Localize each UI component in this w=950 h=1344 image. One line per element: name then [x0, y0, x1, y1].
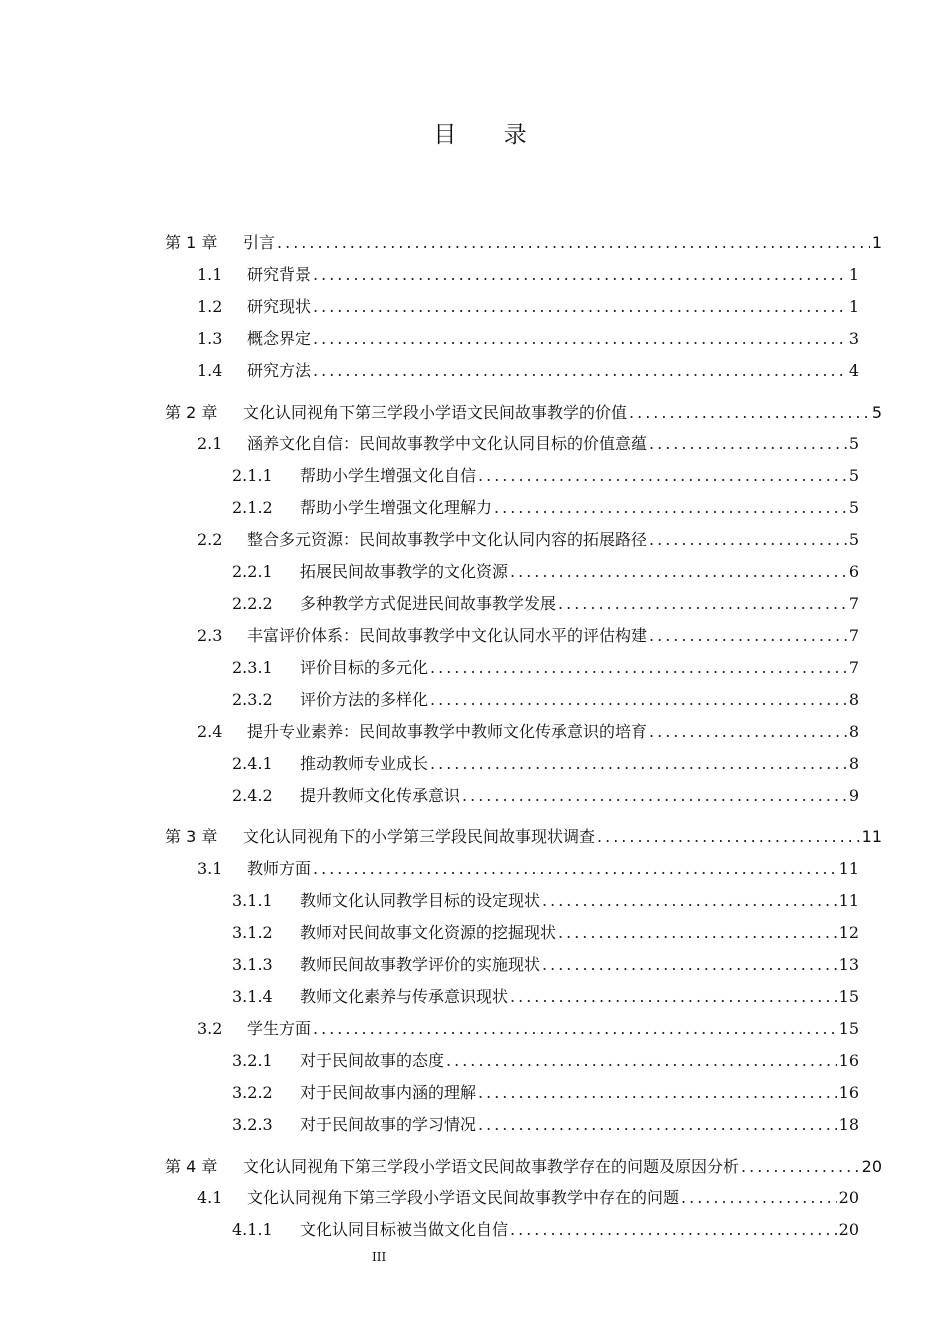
toc-entry-number: 2.3.1 — [232, 658, 273, 677]
toc-entry-page: 13 — [838, 955, 859, 974]
toc-entry-title: 文化认同视角下第三学段小学语文民间故事教学存在的问题及原因分析 — [243, 1157, 740, 1176]
toc-entry-title: 研究背景 — [247, 265, 312, 284]
toc-entry-title: 帮助小学生增强文化自信 — [300, 466, 477, 485]
toc-entry-page: 1 — [871, 233, 882, 252]
toc-entry-title: 学生方面 — [247, 1019, 312, 1038]
toc-entry-number: 2.3 — [197, 626, 223, 645]
toc-dot-leader — [558, 923, 837, 942]
toc-entry-page: 3 — [848, 329, 859, 348]
toc-entry-title: 涵养文化自信：民间故事教学中文化认同目标的价值意蕴 — [247, 434, 648, 453]
toc-entry[interactable] — [232, 952, 859, 976]
toc-entry[interactable] — [197, 326, 859, 350]
toc-dot-leader — [681, 1188, 837, 1207]
toc-entry-title: 概念界定 — [247, 329, 312, 348]
toc-dot-leader — [494, 498, 847, 517]
toc-entry-title: 对于民间故事内涵的理解 — [300, 1083, 477, 1102]
toc-entry-page: 5 — [848, 530, 859, 549]
toc-entry-page: 8 — [848, 754, 859, 773]
toc-entry[interactable] — [232, 559, 859, 583]
toc-entry-number: 2.4.1 — [232, 754, 273, 773]
toc-entry-title: 整合多元资源：民间故事教学中文化认同内容的拓展路径 — [247, 530, 648, 549]
toc-entry-number: 2.4 — [197, 722, 223, 741]
toc-entry-title: 教师对民间故事文化资源的挖掘现状 — [300, 923, 557, 942]
toc-entry-title: 评价方法的多样化 — [300, 690, 429, 709]
toc-entry-number: 3.2 — [197, 1019, 223, 1038]
toc-entry-page: 16 — [838, 1051, 859, 1070]
toc-entry-number: 2.1 — [197, 434, 223, 453]
toc-dot-leader — [313, 1019, 837, 1038]
toc-entry-number: 2.1.1 — [232, 466, 273, 485]
toc-dot-leader — [558, 594, 847, 613]
toc-entry[interactable] — [197, 1185, 859, 1209]
toc-dot-leader — [313, 265, 847, 284]
toc-entry[interactable] — [197, 527, 859, 551]
toc-entry-page: 5 — [848, 466, 859, 485]
toc-entry-title: 对于民间故事的学习情况 — [300, 1115, 477, 1134]
toc-entry-page: 15 — [838, 987, 859, 1006]
toc-entry-number: 4.1.1 — [232, 1220, 273, 1239]
toc-entry-page: 20 — [838, 1188, 859, 1207]
toc-entry-title: 文化认同视角下的小学第三学段民间故事现状调查 — [243, 827, 596, 846]
toc-entry-number: 3.1.1 — [232, 891, 273, 910]
toc-entry-page: 5 — [848, 498, 859, 517]
toc-entry-number: 第 4 章 — [165, 1157, 218, 1176]
toc-entry-number: 2.2.1 — [232, 562, 273, 581]
toc-entry-number: 3.1 — [197, 859, 223, 878]
toc-entry-page: 20 — [838, 1220, 859, 1239]
toc-entry-page: 7 — [848, 594, 859, 613]
toc-dot-leader — [542, 891, 837, 910]
toc-dot-leader — [313, 859, 837, 878]
toc-entry-number: 3.2.1 — [232, 1051, 273, 1070]
toc-entry-page: 11 — [838, 891, 859, 910]
toc-entry-title: 文化认同视角下第三学段小学语文民间故事教学的价值 — [243, 403, 628, 422]
toc-entry-title: 教师文化认同教学目标的设定现状 — [300, 891, 541, 910]
toc-entry[interactable] — [197, 358, 859, 382]
toc-entry-number: 3.2.3 — [232, 1115, 273, 1134]
toc-entry[interactable] — [165, 1154, 882, 1178]
toc-entry-page: 11 — [861, 827, 882, 846]
toc-entry-number: 3.1.3 — [232, 955, 273, 974]
toc-entry-page: 11 — [838, 859, 859, 878]
toc-entry-title: 研究方法 — [247, 361, 312, 380]
toc-dot-leader — [430, 658, 847, 677]
toc-entry-page: 15 — [838, 1019, 859, 1038]
toc-entry-title: 推动教师专业成长 — [300, 754, 429, 773]
page-number-footer: III — [372, 1250, 387, 1264]
toc-entry-page: 7 — [848, 626, 859, 645]
toc-entry[interactable] — [232, 751, 859, 775]
toc-entry[interactable] — [232, 984, 859, 1008]
toc-dot-leader — [462, 786, 847, 805]
toc-entry-title: 丰富评价体系：民间故事教学中文化认同水平的评估构建 — [247, 626, 648, 645]
toc-entry[interactable] — [232, 463, 859, 487]
toc-entry-title: 提升专业素养：民间故事教学中教师文化传承意识的培育 — [247, 722, 648, 741]
toc-entry[interactable] — [232, 1112, 859, 1136]
toc-entry-number: 4.1 — [197, 1188, 223, 1207]
toc-entry-title: 对于民间故事的态度 — [300, 1051, 445, 1070]
toc-entry-number: 1.3 — [197, 329, 223, 348]
toc-entry[interactable] — [232, 920, 859, 944]
toc-entry-title: 帮助小学生增强文化理解力 — [300, 498, 493, 517]
toc-entry-title: 多种教学方式促进民间故事教学发展 — [300, 594, 557, 613]
toc-dot-leader — [446, 1051, 837, 1070]
toc-entry-page: 18 — [838, 1115, 859, 1134]
toc-entry-page: 9 — [848, 786, 859, 805]
toc-dot-leader — [478, 1115, 837, 1134]
toc-dot-leader — [649, 434, 847, 453]
toc-entry-number: 1.4 — [197, 361, 223, 380]
toc-dot-leader — [313, 297, 847, 316]
toc-dot-leader — [542, 955, 837, 974]
toc-entry-page: 7 — [848, 658, 859, 677]
toc-entry-page: 5 — [871, 403, 882, 422]
toc-entry[interactable] — [232, 1080, 859, 1104]
toc-entry-title: 引言 — [243, 233, 276, 252]
toc-entry-page: 20 — [861, 1157, 882, 1176]
toc-entry[interactable] — [197, 1016, 859, 1040]
toc-dot-leader — [741, 1157, 860, 1176]
toc-entry-page: 16 — [838, 1083, 859, 1102]
toc-dot-leader — [597, 827, 860, 846]
toc-entry-number: 1.1 — [197, 265, 223, 284]
toc-entry-title: 提升教师文化传承意识 — [300, 786, 461, 805]
toc-entry[interactable] — [232, 1048, 859, 1072]
toc-entry-page: 5 — [848, 434, 859, 453]
toc-dot-leader — [510, 562, 847, 581]
toc-dot-leader — [430, 690, 847, 709]
toc-entry[interactable] — [232, 687, 859, 711]
toc-entry-title: 评价目标的多元化 — [300, 658, 429, 677]
toc-entry[interactable] — [232, 655, 859, 679]
toc-entry-number: 第 2 章 — [165, 403, 218, 422]
toc-entry[interactable] — [232, 495, 859, 519]
toc-entry-page: 4 — [848, 361, 859, 380]
toc-entry-number: 第 1 章 — [165, 233, 218, 252]
toc-entry-title: 文化认同目标被当做文化自信 — [300, 1220, 509, 1239]
toc-entry[interactable] — [197, 294, 859, 318]
toc-entry-title: 文化认同视角下第三学段小学语文民间故事教学中存在的问题 — [247, 1188, 680, 1207]
toc-entry[interactable] — [197, 623, 859, 647]
toc-dot-leader — [649, 722, 847, 741]
toc-entry[interactable] — [197, 262, 859, 286]
toc-dot-leader — [649, 530, 847, 549]
toc-entry-number: 3.2.2 — [232, 1083, 273, 1102]
toc-entry-page: 1 — [848, 297, 859, 316]
toc-dot-leader — [629, 403, 870, 422]
toc-entry-title: 研究现状 — [247, 297, 312, 316]
toc-entry-number: 3.1.4 — [232, 987, 273, 1006]
toc-entry[interactable] — [232, 888, 859, 912]
toc-entry-number: 第 3 章 — [165, 827, 218, 846]
toc-entry[interactable] — [232, 1217, 859, 1241]
toc-entry-number: 2.3.2 — [232, 690, 273, 709]
toc-entry-number: 2.4.2 — [232, 786, 273, 805]
toc-entry-title: 教师方面 — [247, 859, 312, 878]
toc-entry[interactable] — [232, 591, 859, 615]
toc-entry-number: 1.2 — [197, 297, 223, 316]
toc-dot-leader — [313, 361, 847, 380]
toc-dot-leader — [649, 626, 847, 645]
toc-dot-leader — [430, 754, 847, 773]
toc-entry-title: 教师民间故事教学评价的实施现状 — [300, 955, 541, 974]
toc-dot-leader — [478, 1083, 837, 1102]
toc-entry-page: 12 — [838, 923, 859, 942]
toc-dot-leader — [313, 329, 847, 348]
toc-entry[interactable] — [197, 431, 859, 455]
toc-entry[interactable] — [165, 400, 882, 424]
toc-entry-page: 8 — [848, 722, 859, 741]
toc-dot-leader — [478, 466, 847, 485]
toc-entry[interactable] — [165, 230, 882, 254]
toc-entry[interactable] — [232, 783, 859, 807]
toc-dot-leader — [510, 987, 837, 1006]
toc-dot-leader — [510, 1220, 837, 1239]
toc-entry-number: 2.2.2 — [232, 594, 273, 613]
toc-dot-leader — [277, 233, 870, 252]
toc-entry-title: 拓展民间故事教学的文化资源 — [300, 562, 509, 581]
toc-entry-page: 6 — [848, 562, 859, 581]
toc-entry[interactable] — [165, 824, 882, 848]
toc-entry-number: 2.1.2 — [232, 498, 273, 517]
toc-entry[interactable] — [197, 856, 859, 880]
toc-entry-number: 3.1.2 — [232, 923, 273, 942]
toc-entry-number: 2.2 — [197, 530, 223, 549]
toc-entry-title: 教师文化素养与传承意识现状 — [300, 987, 509, 1006]
toc-entry-page: 1 — [848, 265, 859, 284]
page-title: 目 录 — [433, 122, 547, 148]
toc-entry-page: 8 — [848, 690, 859, 709]
toc-entry[interactable] — [197, 719, 859, 743]
